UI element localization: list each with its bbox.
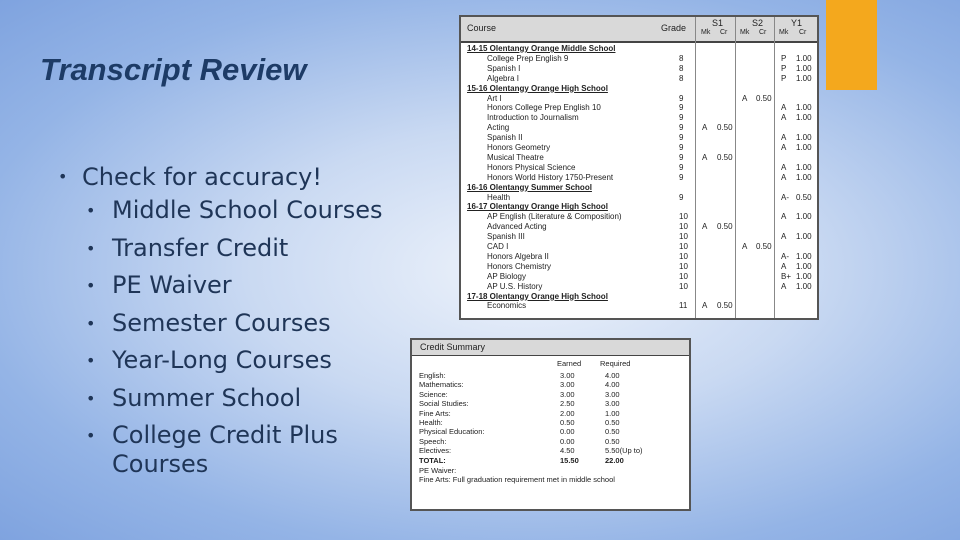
credit-y-mk: A <box>781 143 787 152</box>
sub-bullet-text: PE Waiver <box>112 271 232 299</box>
transcript-course-row <box>461 242 817 252</box>
course-grade: 8 <box>679 63 684 73</box>
transcript-course-row <box>461 212 817 222</box>
course-name: Spanish I <box>487 63 521 73</box>
transcript-course-row <box>461 113 817 123</box>
course-name: Honors Algebra II <box>487 251 549 261</box>
section-label: 14-15 Olentangy Orange Middle School <box>467 44 616 53</box>
summary-subject: Fine Arts: <box>419 408 451 418</box>
header-course: Course <box>467 23 497 33</box>
summary-required: 22.00 <box>605 455 624 465</box>
credit-s2-cr: 0.50 <box>756 242 772 251</box>
summary-subject: Speech: <box>419 436 447 446</box>
sub-bullet <box>86 380 383 418</box>
summary-row <box>412 427 689 436</box>
sub-bullet <box>86 342 383 380</box>
credit-y-cr: 1.00 <box>796 172 812 182</box>
summary-earned: 4.50 <box>560 446 575 456</box>
summary-earned: 3.00 <box>560 380 575 390</box>
summary-required: 4.00 <box>605 380 620 390</box>
course-name: AP U.S. History <box>487 281 543 291</box>
course-name: Honors Geometry <box>487 143 551 152</box>
course-grade: 10 <box>679 271 688 281</box>
credit-y-mk: A <box>781 133 787 143</box>
credit-s1-cr: 0.50 <box>717 222 733 232</box>
bullet-dot-icon: • <box>86 276 96 295</box>
header-s1-mk: Mk <box>701 29 711 36</box>
course-grade: 10 <box>679 281 688 291</box>
summary-earned: 0.50 <box>560 418 575 427</box>
summary-fine-arts-note: Fine Arts: Full graduation requirement met in middle school <box>419 475 615 484</box>
sub-bullet-text: Middle School Courses <box>112 196 383 224</box>
course-name: Acting <box>487 123 510 133</box>
course-name: College Prep English 9 <box>487 53 569 63</box>
course-name: Economics <box>487 301 527 311</box>
summary-subject: Science: <box>419 389 448 399</box>
summary-earned: 15.50 <box>560 455 579 465</box>
sub-bullet-text: College Credit Plus <box>112 421 338 449</box>
sub-bullet-wrap: Courses <box>112 449 209 478</box>
credit-y-mk: A <box>781 172 787 182</box>
course-grade: 9 <box>679 123 684 133</box>
transcript-course-row <box>461 123 817 133</box>
transcript-course-row <box>461 64 817 74</box>
credit-s1-mk: A <box>702 152 708 162</box>
summary-required: 1.00 <box>605 408 620 418</box>
credit-s1-cr: 0.50 <box>717 301 733 311</box>
header-s1: S1 <box>712 18 724 28</box>
sub-bullet <box>86 305 383 343</box>
credit-y-cr: 1.00 <box>796 281 812 291</box>
credit-s2-mk: A <box>742 242 748 251</box>
transcript-section-row <box>461 202 817 212</box>
course-grade: 10 <box>679 251 688 261</box>
sub-bullet <box>86 192 383 230</box>
bullet-dot-icon: • <box>86 238 96 258</box>
summary-row <box>412 418 689 427</box>
course-name: Musical Theatre <box>487 152 544 162</box>
credit-s1-mk: A <box>702 301 708 311</box>
summary-row <box>412 380 689 389</box>
summary-required: 0.50 <box>605 427 620 437</box>
summary-required: 3.00 <box>605 389 620 399</box>
section-label: 17-18 Olentangy Orange High School <box>467 291 608 301</box>
transcript-course-row <box>461 272 817 282</box>
credit-y-cr: 1.00 <box>796 271 812 281</box>
credit-summary-image <box>410 338 691 511</box>
transcript-section-row <box>461 84 817 94</box>
credit-y-cr: 1.00 <box>796 143 812 152</box>
credit-y-cr: 1.00 <box>796 162 812 172</box>
course-name: AP English (Literature & Composition) <box>487 212 622 222</box>
header-y1-cr: Cr <box>799 29 807 36</box>
transcript-course-row <box>461 173 817 183</box>
transcript-course-row <box>461 143 817 153</box>
course-grade: 9 <box>679 133 684 143</box>
sub-bullet-text: Semester Courses <box>112 308 331 337</box>
header-s1-cr: Cr <box>720 29 728 36</box>
transcript-image <box>459 15 819 320</box>
course-grade: 9 <box>679 103 684 113</box>
credit-y-cr: 1.00 <box>796 53 812 63</box>
course-grade: 9 <box>679 192 684 202</box>
credit-s1-mk: A <box>702 123 708 133</box>
course-name: Art I <box>487 93 502 103</box>
course-grade: 9 <box>679 162 684 172</box>
credit-y-mk: A <box>781 232 787 242</box>
header-s2-mk: Mk <box>740 29 750 36</box>
summary-earned: 2.00 <box>560 408 575 418</box>
summary-row <box>412 456 689 465</box>
course-grade: 10 <box>679 212 688 222</box>
summary-required: 5.50(Up to) <box>605 446 643 456</box>
summary-required: 0.50 <box>605 436 620 446</box>
credit-y-mk: A- <box>781 251 789 261</box>
transcript-course-row <box>461 153 817 163</box>
bullet-main-text: Check for accuracy! <box>82 163 322 191</box>
credit-y-mk: A <box>781 103 787 113</box>
summary-title: Credit Summary <box>412 340 689 356</box>
transcript-course-row <box>461 103 817 113</box>
course-name: Honors Chemistry <box>487 261 552 271</box>
summary-subject: Physical Education: <box>419 427 485 437</box>
summary-subject: English: <box>419 371 446 380</box>
header-y1: Y1 <box>791 18 803 28</box>
credit-y-cr: 1.00 <box>796 261 812 271</box>
summary-subject: Social Studies: <box>419 399 469 409</box>
summary-subject: TOTAL: <box>419 455 446 465</box>
section-label: 15-16 Olentangy Orange High School <box>467 83 608 93</box>
course-grade: 10 <box>679 222 688 232</box>
course-name: Health <box>487 192 511 202</box>
transcript-course-row <box>461 94 817 104</box>
summary-subject: Health: <box>419 418 443 427</box>
credit-s1-cr: 0.50 <box>717 152 733 162</box>
credit-y-mk: A <box>781 281 787 291</box>
course-name: Advanced Acting <box>487 222 547 232</box>
summary-subject: Mathematics: <box>419 380 464 390</box>
credit-y-mk: A- <box>781 192 789 202</box>
summary-row <box>412 409 689 418</box>
credit-y-cr: 1.00 <box>796 73 812 83</box>
course-grade: 9 <box>679 93 684 103</box>
transcript-course-row <box>461 262 817 272</box>
summary-required: 0.50 <box>605 418 620 427</box>
summary-earned: 3.00 <box>560 371 575 380</box>
course-grade: 10 <box>679 242 688 251</box>
course-grade: 9 <box>679 113 684 123</box>
summary-col-required: Required <box>600 359 631 368</box>
course-grade: 10 <box>679 261 688 271</box>
course-name: CAD I <box>487 242 509 251</box>
summary-row <box>412 371 689 380</box>
course-grade: 9 <box>679 172 684 182</box>
course-name: Honors College Prep English 10 <box>487 103 601 113</box>
summary-col-earned: Earned <box>557 359 582 368</box>
slide-title: Transcript Review <box>40 52 307 87</box>
summary-required: 4.00 <box>605 371 620 380</box>
credit-y-cr: 1.00 <box>796 103 812 113</box>
sub-bullet <box>86 230 383 268</box>
sub-bullet-text: Summer School <box>112 383 302 412</box>
bullet-dot-icon: • <box>86 388 96 408</box>
summary-earned: 3.00 <box>560 389 575 399</box>
credit-y-cr: 1.00 <box>796 133 812 143</box>
transcript-course-row <box>461 252 817 262</box>
credit-y-mk: B+ <box>781 271 792 281</box>
course-grade: 9 <box>679 152 684 162</box>
credit-y-cr: 1.00 <box>796 212 812 222</box>
course-grade: 8 <box>679 73 684 83</box>
summary-row <box>412 399 689 408</box>
header-s2-cr: Cr <box>759 29 767 36</box>
bullet-dot-icon: • <box>86 313 96 333</box>
bullet-dot-icon: • <box>58 167 68 186</box>
transcript-header <box>461 17 817 43</box>
credit-y-mk: P <box>781 63 787 73</box>
summary-earned: 2.50 <box>560 399 575 409</box>
credit-s1-cr: 0.50 <box>717 123 733 133</box>
bullet-dot-icon: • <box>86 426 96 445</box>
header-grade: Grade <box>661 23 687 33</box>
summary-row <box>412 446 689 455</box>
transcript-course-row <box>461 301 817 311</box>
credit-y-cr: 0.50 <box>796 192 812 202</box>
sub-bullet <box>86 267 383 305</box>
transcript-course-row <box>461 222 817 232</box>
credit-y-mk: A <box>781 212 787 222</box>
credit-y-mk: P <box>781 53 787 63</box>
credit-y-cr: 1.00 <box>796 113 812 123</box>
bullet-dot-icon: • <box>86 351 96 370</box>
credit-y-mk: A <box>781 162 787 172</box>
course-name: Introduction to Journalism <box>487 113 579 123</box>
section-label: 16-17 Olentangy Orange High School <box>467 202 608 212</box>
header-y1-mk: Mk <box>779 29 789 36</box>
course-name: Algebra I <box>487 73 520 83</box>
bullet-dot-icon: • <box>86 201 96 220</box>
credit-y-cr: 1.00 <box>796 63 812 73</box>
credit-y-mk: A <box>781 261 787 271</box>
sub-bullet-text: Transfer Credit <box>112 233 289 262</box>
course-name: AP Biology <box>487 271 526 281</box>
transcript-section-row <box>461 44 817 54</box>
bullet-list <box>58 162 383 479</box>
credit-y-mk: A <box>781 113 787 123</box>
credit-s2-cr: 0.50 <box>756 93 772 103</box>
section-label: 16-16 Olentangy Summer School <box>467 182 592 192</box>
transcript-course-row <box>461 133 817 143</box>
credit-y-mk: P <box>781 73 787 83</box>
transcript-course-row <box>461 54 817 64</box>
summary-row <box>412 390 689 399</box>
course-name: Honors Physical Science <box>487 162 576 172</box>
transcript-course-row <box>461 232 817 242</box>
summary-col-headers <box>412 359 689 368</box>
course-grade: 10 <box>679 232 688 242</box>
transcript-course-row <box>461 74 817 84</box>
transcript-course-row <box>461 193 817 203</box>
sub-bullet-text: Year-Long Courses <box>112 346 332 374</box>
summary-subject: Electives: <box>419 446 452 456</box>
summary-required: 3.00 <box>605 399 620 409</box>
transcript-course-row <box>461 163 817 173</box>
credit-s2-mk: A <box>742 93 748 103</box>
course-name: Honors World History 1750-Present <box>487 172 614 182</box>
header-s2: S2 <box>752 18 764 28</box>
transcript-course-row <box>461 282 817 292</box>
credit-y-cr: 1.00 <box>796 232 812 242</box>
transcript-section-row <box>461 292 817 302</box>
summary-row <box>412 437 689 446</box>
summary-pe-waiver: PE Waiver: <box>419 466 457 475</box>
course-name: Spanish II <box>487 133 523 143</box>
course-name: Spanish III <box>487 232 525 242</box>
course-grade: 8 <box>679 53 684 63</box>
credit-s1-mk: A <box>702 222 708 232</box>
accent-rectangle <box>826 0 877 90</box>
transcript-section-row <box>461 183 817 193</box>
summary-earned: 0.00 <box>560 436 575 446</box>
bullet-main <box>58 162 383 192</box>
course-grade: 9 <box>679 143 684 152</box>
summary-earned: 0.00 <box>560 427 575 437</box>
credit-y-cr: 1.00 <box>796 251 812 261</box>
course-grade: 11 <box>679 301 688 311</box>
